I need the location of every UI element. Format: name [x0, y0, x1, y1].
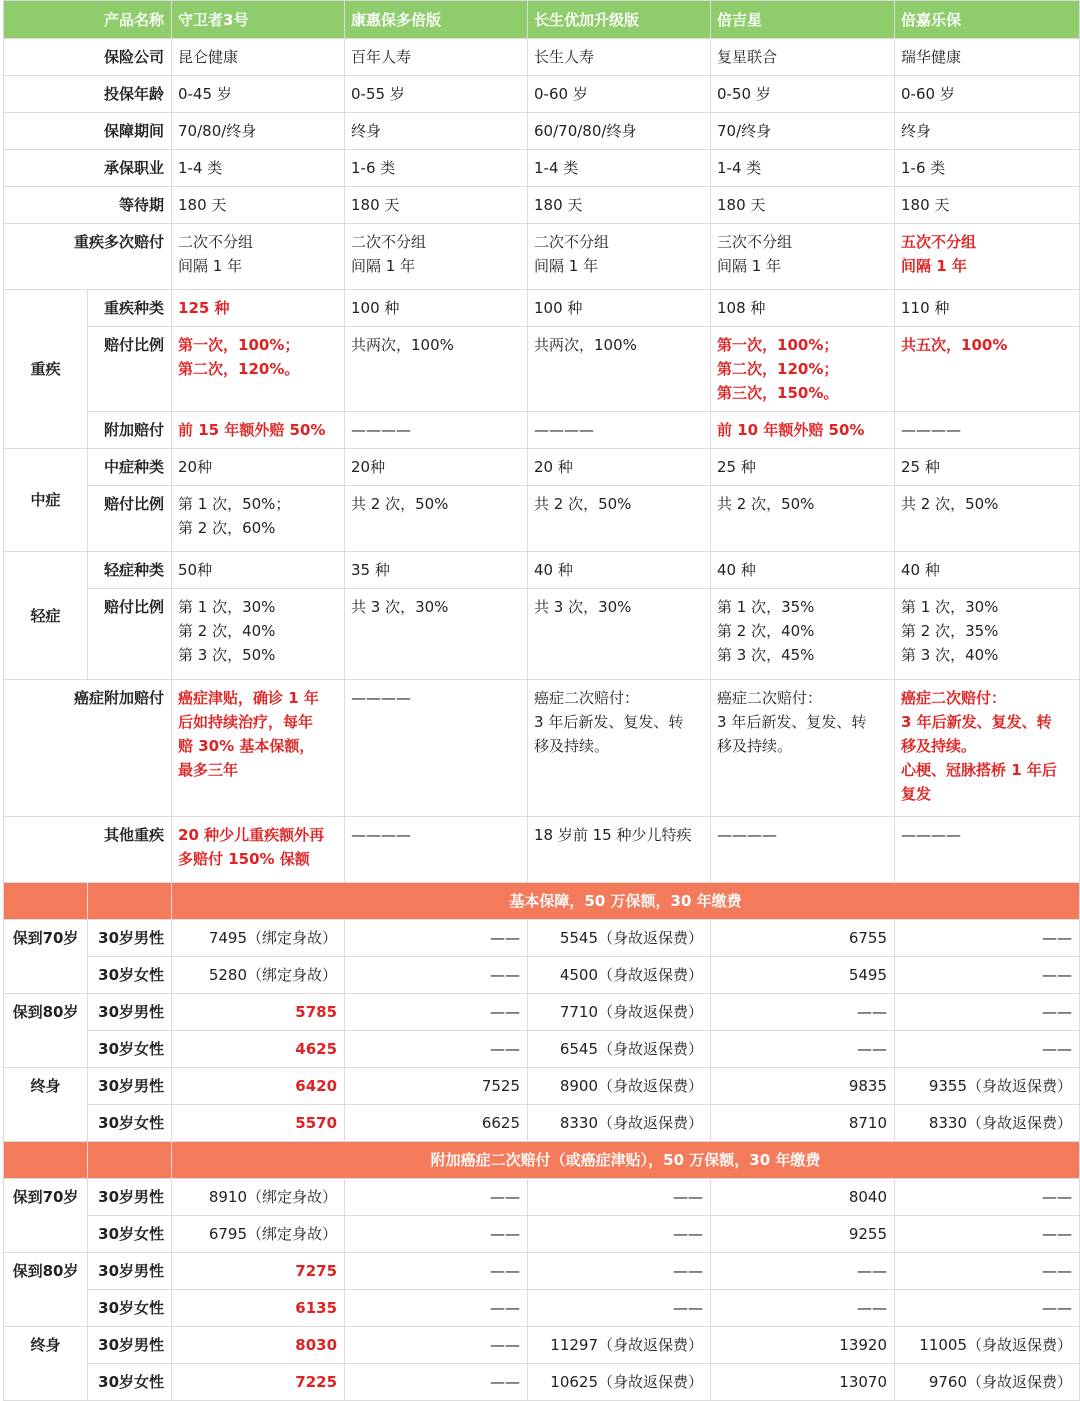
- row-label: 等待期: [4, 187, 172, 224]
- premium-cell: ——: [345, 920, 528, 957]
- premium-cell: ——: [345, 1216, 528, 1253]
- waiting-row: [4, 187, 1080, 224]
- product-name: 倍吉星: [711, 1, 895, 39]
- age-row: [4, 76, 1080, 113]
- header-row: [4, 1, 1080, 39]
- cell: 二次不分组 间隔 1 年: [172, 224, 345, 290]
- cell: 二次不分组 间隔 1 年: [528, 224, 711, 290]
- segment-label: 保到80岁: [4, 1253, 88, 1327]
- premium-row: [4, 1068, 1080, 1105]
- premium-cell: 5785: [172, 994, 345, 1031]
- cell: ————: [345, 412, 528, 449]
- premium-cell: ——: [895, 1290, 1080, 1327]
- cell: 25 种: [711, 449, 895, 486]
- insured-label: 30岁女性: [88, 1216, 172, 1253]
- premium-band: [4, 1142, 1080, 1179]
- comparison-table: [3, 0, 1080, 1401]
- company-row: [4, 39, 1080, 76]
- premium-row: [4, 1105, 1080, 1142]
- multi-claim-row: [4, 224, 1080, 290]
- segment-label: 终身: [4, 1068, 88, 1142]
- premium-table-cancer: [4, 1179, 1080, 1401]
- premium-cell: 8710: [711, 1105, 895, 1142]
- cell: ————: [895, 817, 1080, 883]
- category-label: 轻症: [4, 552, 88, 680]
- cell: 50种: [172, 552, 345, 589]
- band-title: 附加癌症二次赔付（或癌症津贴），50 万保额，30 年缴费: [172, 1142, 1080, 1179]
- mild-ratio-row: [4, 589, 1080, 680]
- row-label: 保障期间: [4, 113, 172, 150]
- cell: 共两次，100%: [345, 327, 528, 412]
- cell: 180 天: [528, 187, 711, 224]
- row-label: 轻症种类: [88, 552, 172, 589]
- cell: 五次不分组 间隔 1 年: [895, 224, 1080, 290]
- cell: 20种: [345, 449, 528, 486]
- cell: 40 种: [711, 552, 895, 589]
- premium-cell: ——: [895, 994, 1080, 1031]
- category-label: 重疾: [4, 290, 88, 449]
- cell: 40 种: [895, 552, 1080, 589]
- premium-cell: ——: [895, 957, 1080, 994]
- premium-cell: ——: [711, 1031, 895, 1068]
- cell: 瑞华健康: [895, 39, 1080, 76]
- cell: 180 天: [711, 187, 895, 224]
- premium-row: [4, 1327, 1080, 1364]
- premium-row: [4, 1216, 1080, 1253]
- row-label: 癌症附加赔付: [4, 680, 172, 817]
- cell: 1-6 类: [345, 150, 528, 187]
- product-name: 长生优加升级版: [528, 1, 711, 39]
- cell: 第 1 次，30% 第 2 次，35% 第 3 次，40%: [895, 589, 1080, 680]
- cell: 第一次，100%； 第二次，120%； 第三次，150%。: [711, 327, 895, 412]
- premium-cell: ——: [711, 1290, 895, 1327]
- occupation-row: [4, 150, 1080, 187]
- premium-cell: 9760（身故返保费）: [895, 1364, 1080, 1401]
- insured-label: 30岁女性: [88, 1290, 172, 1327]
- cell: 20 种: [528, 449, 711, 486]
- critical-extra-row: [4, 412, 1080, 449]
- premium-cell: ——: [345, 1253, 528, 1290]
- segment-label: 保到80岁: [4, 994, 88, 1068]
- premium-row: [4, 1031, 1080, 1068]
- cell: 0-55 岁: [345, 76, 528, 113]
- premium-cell: ——: [345, 1364, 528, 1401]
- premium-cell: 10625（身故返保费）: [528, 1364, 711, 1401]
- insured-label: 30岁女性: [88, 1364, 172, 1401]
- premium-cell: 6795（绑定身故）: [172, 1216, 345, 1253]
- premium-cell: ——: [711, 994, 895, 1031]
- insured-label: 30岁女性: [88, 957, 172, 994]
- cell: 共 2 次，50%: [345, 486, 528, 552]
- cell: 共 2 次，50%: [895, 486, 1080, 552]
- premium-cell: ——: [345, 1290, 528, 1327]
- other-critical-row: [4, 817, 1080, 883]
- row-label: 重疾多次赔付: [4, 224, 172, 290]
- insured-label: 30岁男性: [88, 1327, 172, 1364]
- cell: 共 3 次，30%: [528, 589, 711, 680]
- cell: 125 种: [172, 290, 345, 327]
- cell: 0-60 岁: [895, 76, 1080, 113]
- premium-cell: 6625: [345, 1105, 528, 1142]
- premium-row: [4, 1364, 1080, 1401]
- cell: 昆仑健康: [172, 39, 345, 76]
- cell: 二次不分组 间隔 1 年: [345, 224, 528, 290]
- premium-cell: 6755: [711, 920, 895, 957]
- premium-cell: 7710（身故返保费）: [528, 994, 711, 1031]
- cell: 前 15 年额外赔 50%: [172, 412, 345, 449]
- premium-cell: 5570: [172, 1105, 345, 1142]
- critical-kinds-row: [4, 290, 1080, 327]
- cell: 癌症二次赔付： 3 年后新发、复发、转 移及持续。 心梗、冠脉搭桥 1 年后 复发: [895, 680, 1080, 817]
- cell: 40 种: [528, 552, 711, 589]
- insured-label: 30岁女性: [88, 1105, 172, 1142]
- cell: ————: [345, 680, 528, 817]
- cell: 20 种少儿重疾额外再 多赔付 150% 保额: [172, 817, 345, 883]
- premium-cell: 9355（身故返保费）: [895, 1068, 1080, 1105]
- premium-cell: ——: [345, 1179, 528, 1216]
- segment-label: 终身: [4, 1327, 88, 1401]
- premium-cell: 8900（身故返保费）: [528, 1068, 711, 1105]
- product-name: 康惠保多倍版: [345, 1, 528, 39]
- cell: 35 种: [345, 552, 528, 589]
- cell: 第 1 次，30% 第 2 次，40% 第 3 次，50%: [172, 589, 345, 680]
- row-label: 其他重疾: [4, 817, 172, 883]
- premium-cell: 8330（身故返保费）: [528, 1105, 711, 1142]
- cell: 180 天: [895, 187, 1080, 224]
- cell: 20种: [172, 449, 345, 486]
- premium-cell: 9255: [711, 1216, 895, 1253]
- segment-label: 保到70岁: [4, 1179, 88, 1253]
- term-row: [4, 113, 1080, 150]
- premium-cell: 7525: [345, 1068, 528, 1105]
- premium-cell: 13070: [711, 1364, 895, 1401]
- row-label: 附加赔付: [88, 412, 172, 449]
- cell: 180 天: [345, 187, 528, 224]
- premium-row: [4, 994, 1080, 1031]
- cell: 复星联合: [711, 39, 895, 76]
- mild-kinds-row: [4, 552, 1080, 589]
- premium-cell: 6545（身故返保费）: [528, 1031, 711, 1068]
- premium-row: [4, 920, 1080, 957]
- cell: 共两次，100%: [528, 327, 711, 412]
- cell: 1-4 类: [528, 150, 711, 187]
- product-name: 倍嘉乐保: [895, 1, 1080, 39]
- row-label: 重疾种类: [88, 290, 172, 327]
- premium-band: [4, 883, 1080, 920]
- cell: 70/80/终身: [172, 113, 345, 150]
- premium-cell: 6420: [172, 1068, 345, 1105]
- premium-table-basic: [4, 920, 1080, 1142]
- cell: 1-4 类: [711, 150, 895, 187]
- cell: 25 种: [895, 449, 1080, 486]
- cell: 0-60 岁: [528, 76, 711, 113]
- cell: 共 3 次，30%: [345, 589, 528, 680]
- insured-label: 30岁男性: [88, 1253, 172, 1290]
- premium-cell: ——: [345, 994, 528, 1031]
- premium-cell: 8040: [711, 1179, 895, 1216]
- cell: ————: [528, 412, 711, 449]
- premium-cell: 7225: [172, 1364, 345, 1401]
- cell: 百年人寿: [345, 39, 528, 76]
- insured-label: 30岁女性: [88, 1031, 172, 1068]
- cell: 终身: [895, 113, 1080, 150]
- premium-cell: ——: [345, 1031, 528, 1068]
- premium-cell: 5280（绑定身故）: [172, 957, 345, 994]
- premium-cell: ——: [895, 1031, 1080, 1068]
- cell: ————: [345, 817, 528, 883]
- cell: 第一次，100%； 第二次，120%。: [172, 327, 345, 412]
- row-label: 赔付比例: [88, 327, 172, 412]
- row-label: 承保职业: [4, 150, 172, 187]
- cell: 终身: [345, 113, 528, 150]
- premium-cell: ——: [528, 1216, 711, 1253]
- cell: 共五次，100%: [895, 327, 1080, 412]
- row-label: 保险公司: [4, 39, 172, 76]
- cell: 1-4 类: [172, 150, 345, 187]
- row-label: 中症种类: [88, 449, 172, 486]
- premium-cell: ——: [895, 1253, 1080, 1290]
- medium-ratio-row: [4, 486, 1080, 552]
- cell: 100 种: [528, 290, 711, 327]
- premium-row: [4, 1290, 1080, 1327]
- cell: 共 2 次，50%: [711, 486, 895, 552]
- premium-cell: 7495（绑定身故）: [172, 920, 345, 957]
- cell: 共 2 次，50%: [528, 486, 711, 552]
- insured-label: 30岁男性: [88, 920, 172, 957]
- row-label: 赔付比例: [88, 486, 172, 552]
- segment-label: 保到70岁: [4, 920, 88, 994]
- cell: 前 10 年额外赔 50%: [711, 412, 895, 449]
- insured-label: 30岁男性: [88, 1068, 172, 1105]
- insured-label: 30岁男性: [88, 994, 172, 1031]
- premium-row: [4, 1253, 1080, 1290]
- header-label: 产品名称: [4, 1, 172, 39]
- premium-cell: 8330（身故返保费）: [895, 1105, 1080, 1142]
- premium-cell: 13920: [711, 1327, 895, 1364]
- cell: 癌症津贴，确诊 1 年 后如持续治疗，每年 赔 30% 基本保额， 最多三年: [172, 680, 345, 817]
- cell: 110 种: [895, 290, 1080, 327]
- cell: 三次不分组 间隔 1 年: [711, 224, 895, 290]
- cell: 18 岁前 15 种少儿特疾: [528, 817, 711, 883]
- medium-kinds-row: [4, 449, 1080, 486]
- product-name: 守卫者3号: [172, 1, 345, 39]
- cell: 180 天: [172, 187, 345, 224]
- band-title: 基本保障，50 万保额，30 年缴费: [172, 883, 1080, 920]
- premium-cell: 9835: [711, 1068, 895, 1105]
- row-label: 赔付比例: [88, 589, 172, 680]
- critical-ratio-row: [4, 327, 1080, 412]
- cell: 70/终身: [711, 113, 895, 150]
- premium-cell: ——: [528, 1290, 711, 1327]
- cell: ————: [895, 412, 1080, 449]
- cancer-row: [4, 680, 1080, 817]
- insured-label: 30岁男性: [88, 1179, 172, 1216]
- cell: 1-6 类: [895, 150, 1080, 187]
- cell: 100 种: [345, 290, 528, 327]
- premium-cell: ——: [345, 1327, 528, 1364]
- premium-cell: 8910（绑定身故）: [172, 1179, 345, 1216]
- premium-cell: 5495: [711, 957, 895, 994]
- cell: 0-50 岁: [711, 76, 895, 113]
- premium-row: [4, 1179, 1080, 1216]
- cell: 癌症二次赔付： 3 年后新发、复发、转 移及持续。: [528, 680, 711, 817]
- premium-cell: ——: [895, 920, 1080, 957]
- premium-cell: 4500（身故返保费）: [528, 957, 711, 994]
- premium-cell: 5545（身故返保费）: [528, 920, 711, 957]
- premium-cell: 4625: [172, 1031, 345, 1068]
- premium-cell: 6135: [172, 1290, 345, 1327]
- cell: ————: [711, 817, 895, 883]
- premium-cell: 11297（身故返保费）: [528, 1327, 711, 1364]
- premium-cell: ——: [345, 957, 528, 994]
- premium-cell: ——: [528, 1179, 711, 1216]
- premium-cell: ——: [711, 1253, 895, 1290]
- cell: 癌症二次赔付： 3 年后新发、复发、转 移及持续。: [711, 680, 895, 817]
- category-label: 中症: [4, 449, 88, 552]
- premium-cell: 11005（身故返保费）: [895, 1327, 1080, 1364]
- premium-cell: 8030: [172, 1327, 345, 1364]
- cell: 第 1 次，35% 第 2 次，40% 第 3 次，45%: [711, 589, 895, 680]
- cell: 60/70/80/终身: [528, 113, 711, 150]
- cell: 0-45 岁: [172, 76, 345, 113]
- cell: 第 1 次，50%； 第 2 次，60%: [172, 486, 345, 552]
- premium-cell: ——: [528, 1253, 711, 1290]
- premium-row: [4, 957, 1080, 994]
- cell: 长生人寿: [528, 39, 711, 76]
- row-label: 投保年龄: [4, 76, 172, 113]
- premium-cell: ——: [895, 1179, 1080, 1216]
- cell: 108 种: [711, 290, 895, 327]
- premium-cell: ——: [895, 1216, 1080, 1253]
- premium-cell: 7275: [172, 1253, 345, 1290]
